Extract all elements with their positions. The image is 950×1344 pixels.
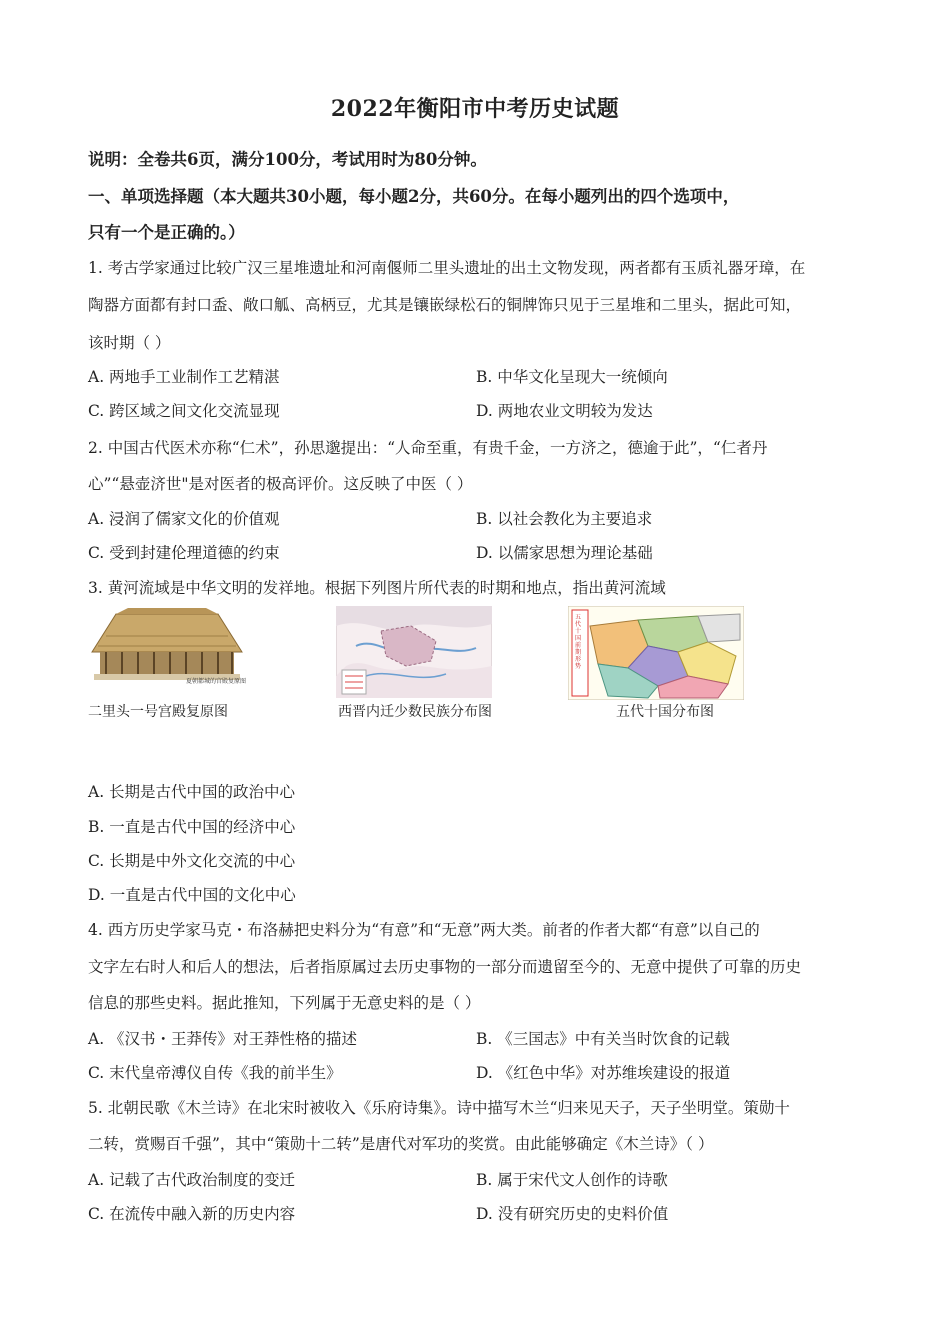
q2-option-d[interactable]: D. 以儒家思想为理论基础: [476, 544, 653, 562]
figure-western-jin-caption: 西晋内迁少数民族分布图: [338, 704, 492, 720]
q3-option-c[interactable]: C. 长期是中外文化交流的中心: [88, 852, 296, 870]
figure-palace-inner-title: 夏朝都城的宫殿复原图: [186, 678, 247, 685]
q4-stem-line2: 文字左右时人和后人的想法，后者指原属过去历史事物的一部分而遗留至今的、无意中提供了可靠的历史: [88, 958, 802, 976]
q1-stem-line1: 1. 考古学家通过比较广汉三星堆遗址和河南偃师二里头遗址的出土文物发现，两者都有玉质礼器牙璋，在: [88, 259, 806, 277]
q1-option-a[interactable]: A. 两地手工业制作工艺精湛: [88, 368, 280, 386]
q5-option-d[interactable]: D. 没有研究历史的史料价值: [476, 1205, 669, 1223]
q2-option-a[interactable]: A. 浸润了儒家文化的价值观: [88, 510, 280, 528]
figure-western-jin-map: [336, 606, 492, 698]
figure-five-dynasties-caption: 五代十国分布图: [616, 704, 714, 720]
section-heading-line2: 只有一个是正确的。）: [88, 223, 245, 242]
q4-option-d[interactable]: D. 《红色中华》对苏维埃建设的报道: [476, 1064, 731, 1082]
q4-option-b[interactable]: B. 《三国志》中有关当时饮食的记载: [476, 1030, 730, 1048]
q5-stem-line2: 二转，赏赐百千强”，其中“策勋十二转”是唐代对军功的奖赏。由此能够确定《木兰诗》（ ）: [88, 1135, 714, 1153]
q4-stem-line3: 信息的那些史料。据此推知，下列属于无意史料的是（ ）: [88, 994, 481, 1012]
q4-option-a[interactable]: A. 《汉书・王莽传》对王莽性格的描述: [88, 1030, 358, 1048]
q4-stem-line1: 4. 西方历史学家马克・布洛赫把史料分为“有意”和“无意”两大类。前者的作者大都“有意”以自己的: [88, 921, 760, 939]
q2-stem-line1: 2. 中国古代医术亦称“仁术”，孙思邈提出：“人命至重，有贵千金，一方济之，德逾于此”，“仁者丹: [88, 439, 768, 457]
exam-note: 说明：全卷共6页，满分100分，考试用时为80分钟。: [88, 150, 487, 169]
q1-stem-line3: 该时期（ ）: [88, 334, 171, 352]
q5-option-b[interactable]: B. 属于宋代文人创作的诗歌: [476, 1171, 668, 1189]
q1-option-b[interactable]: B. 中华文化呈现大一统倾向: [476, 368, 668, 386]
q3-option-b[interactable]: B. 一直是古代中国的经济中心: [88, 818, 296, 836]
q5-option-a[interactable]: A. 记载了古代政治制度的变迁: [88, 1171, 296, 1189]
figure-five-dynasties-map: [568, 606, 744, 700]
q2-option-c[interactable]: C. 受到封建伦理道德的约束: [88, 544, 280, 562]
q3-option-d[interactable]: D. 一直是古代中国的文化中心: [88, 886, 296, 904]
section-heading-line1: 一、单项选择题（本大题共30小题，每小题2分，共60分。在每小题列出的四个选项中，: [88, 187, 740, 206]
q5-option-c[interactable]: C. 在流传中融入新的历史内容: [88, 1205, 296, 1223]
figure-palace-caption: 二里头一号宫殿复原图: [88, 704, 228, 720]
q2-option-b[interactable]: B. 以社会教化为主要追求: [476, 510, 653, 528]
q1-option-d[interactable]: D. 两地农业文明较为发达: [476, 402, 653, 420]
q2-stem-line2: 心”“悬壶济世"是对医者的极高评价。这反映了中医（ ）: [88, 475, 473, 493]
figure-five-dynasties-legend: 五代十国前期形势: [575, 614, 582, 670]
q5-stem-line1: 5. 北朝民歌《木兰诗》在北宋时被收入《乐府诗集》。诗中描写木兰“归来见天子，天子坐明堂。策勋十: [88, 1099, 790, 1117]
q4-option-c[interactable]: C. 末代皇帝溥仪自传《我的前半生》: [88, 1064, 342, 1082]
q1-option-c[interactable]: C. 跨区域之间文化交流显现: [88, 402, 280, 420]
page-title: 2022年衡阳市中考历史试题: [330, 96, 620, 122]
q3-stem: 3. 黄河流域是中华文明的发祥地。根据下列图片所代表的时期和地点，指出黄河流域: [88, 579, 666, 597]
q3-option-a[interactable]: A. 长期是古代中国的政治中心: [88, 783, 296, 801]
five-dynasties-map: [568, 606, 744, 700]
q1-stem-line2: 陶器方面都有封口盉、敞口觚、高柄豆，尤其是镶嵌绿松石的铜牌饰只见于三星堆和二里头，据此可知，: [88, 296, 802, 314]
western-jin-map: [336, 606, 492, 698]
figure-palace-reconstruction: [86, 606, 246, 696]
